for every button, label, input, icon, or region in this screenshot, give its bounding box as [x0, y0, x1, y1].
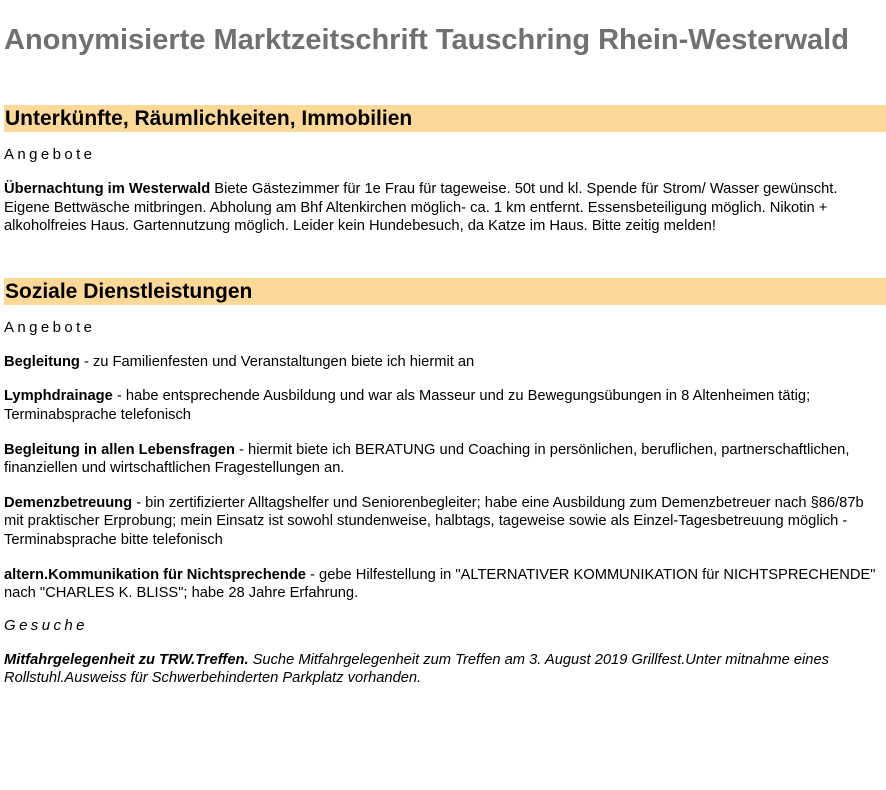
entry-text: - hiermit biete ich BERATUNG und Coaching in persönlichen, beruflichen, partnerschaftlichen, finanziellen und wirtschaftlichen Fragestellungen an.	[4, 441, 850, 477]
gesuche-label: Gesuche	[4, 616, 88, 634]
entry-title: Demenzbetreuung	[4, 494, 133, 511]
list-item	[4, 651, 886, 688]
section-heading-soziale-dienstleistungen: Soziale Dienstleistungen	[4, 278, 886, 305]
entry-text: - habe entsprechende Ausbildung und war als Masseur und zu Bewegungsübungen in 8 Altenheimen tätig; Terminabsprache telefonisch	[4, 388, 811, 423]
entry-title: Mitfahrgelegenheit zu TRW.Treffen.	[4, 651, 249, 668]
list-item	[4, 387, 886, 424]
entry-title: Begleitung	[4, 353, 80, 370]
list-item	[4, 494, 886, 550]
entry-text: - bin zertifizierter Alltagshelfer und Seniorenbegleiter; habe eine Ausbildung zum Demenzbetreuer nach §86/87b mit praktischer Erprobung; mein Einsatz ist sowohl stundenweise, halbtags, tageweise sowie als Einzel-Tagesbetreuung möglich - Terminabsprache bitte telefonisch	[4, 494, 864, 548]
entry-text: Biete Gästezimmer für 1e Frau für tageweise. 50t und kl. Spende für Strom/ Wasser gewünscht. Eigene Bettwäsche mitbringen. Abholung am Bhf Altenkirchen möglich- ca. 1 km entfernt. Essensbeteiligung möglich. Nikotin + alkoholfreies Haus. Gartennutzung möglich. Leider kein Hundebesuch, da Katze im Haus. Bitte zeitig melden!	[4, 181, 838, 235]
entry-text: - zu Familienfesten und Veranstaltungen biete ich hiermit an	[79, 353, 475, 370]
angebote-label: Angebote	[4, 318, 96, 336]
entry-text: - gebe Hilfestellung in "ALTERNATIVER KOMMUNIKATION für NICHTSPRECHENDE" nach "CHARLES K. BLISS"; habe 28 Jahre Erfahrung.	[4, 566, 876, 602]
entry-title: altern.Kommunikation für Nichtsprechende	[4, 566, 306, 583]
list-item	[4, 180, 886, 236]
list-item	[4, 566, 886, 603]
page-title: Anonymisierte Marktzeitschrift Tauschring Rhein-Westerwald	[4, 24, 849, 56]
list-item	[4, 353, 886, 372]
section-heading-unterkuenfte: Unterkünfte, Räumlichkeiten, Immobilien	[4, 105, 886, 132]
entry-text: Suche Mitfahrgelegenheit zum Treffen am 3. August 2019 Grillfest.Unter mitnahme eines Rollstuhl.Ausweiss für Schwerbehinderten Parkplatz vorhanden.	[4, 651, 829, 687]
angebote-label: Angebote	[4, 146, 96, 163]
list-item	[4, 441, 886, 478]
entry-title: Begleitung in allen Lebensfragen	[4, 441, 235, 458]
entry-title: Übernachtung im Westerwald	[4, 181, 211, 197]
entry-title: Lymphdrainage	[4, 388, 113, 405]
